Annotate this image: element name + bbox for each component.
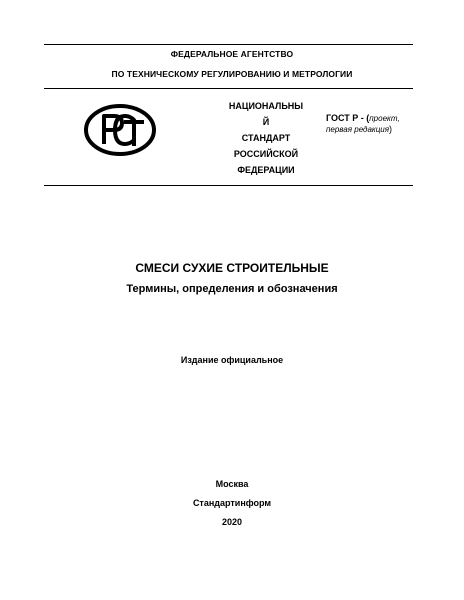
gost-note-line-1: проект, xyxy=(369,114,400,123)
gost-note-line-2: первая редакция xyxy=(326,125,389,134)
national-line-1: НАЦИОНАЛЬНЫ xyxy=(228,101,304,111)
rst-logo-icon xyxy=(82,102,158,158)
national-line-3: СТАНДАРТ xyxy=(241,133,291,143)
edition-label: Издание официальное xyxy=(180,355,284,365)
document-subtitle: Термины, определения и обозначения xyxy=(126,283,338,295)
national-line-4: РОССИЙСКОЙ xyxy=(233,149,299,159)
top-rule xyxy=(44,44,413,45)
national-standard-label xyxy=(218,98,314,178)
bottom-header-rule xyxy=(44,185,413,186)
footer-city: Москва xyxy=(215,479,249,489)
national-line-2: Й xyxy=(262,117,270,127)
agency-line-1: ФЕДЕРАЛЬНОЕ АГЕНТСТВО xyxy=(170,49,294,59)
national-line-5: ФЕДЕРАЦИИ xyxy=(237,165,295,175)
footer-publisher: Стандартинформ xyxy=(192,498,272,508)
header-rule xyxy=(44,88,413,89)
document-title: СМЕСИ СУХИЕ СТРОИТЕЛЬНЫЕ xyxy=(135,261,329,275)
gost-designation xyxy=(326,113,436,135)
gost-code: ГОСТ Р - xyxy=(326,113,364,123)
gost-note-open: ( xyxy=(366,113,370,123)
agency-line-2: ПО ТЕХНИЧЕСКОМУ РЕГУЛИРОВАНИЮ И МЕТРОЛОГИИ xyxy=(111,69,353,79)
footer-year: 2020 xyxy=(221,517,243,527)
gost-note-close: ) xyxy=(389,124,392,134)
